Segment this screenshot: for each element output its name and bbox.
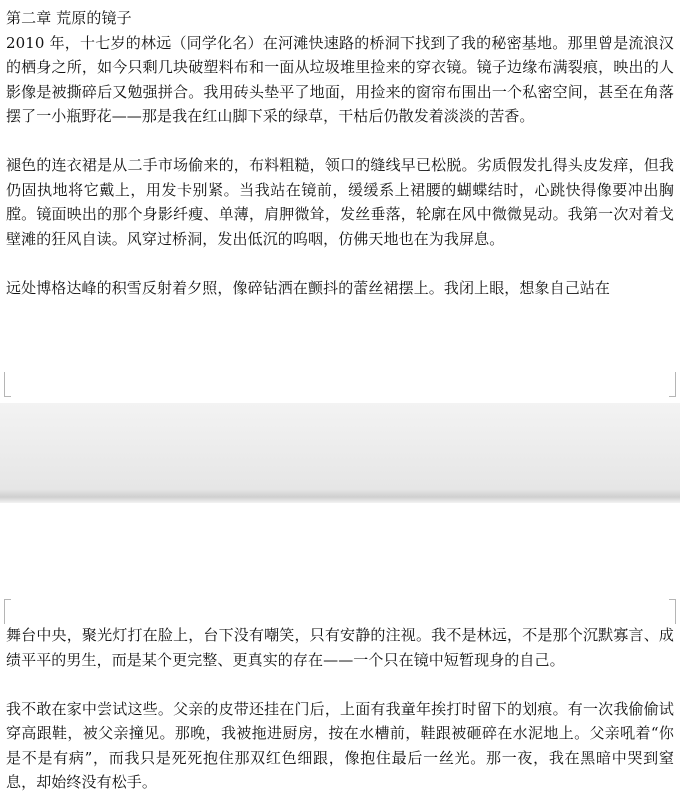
- page-margin-corner-marker: [4, 372, 11, 397]
- page-break-gap: [0, 403, 680, 503]
- page-margin-corner-marker: [4, 599, 11, 624]
- paragraph-4: 舞台中央，聚光灯打在脸上，台下没有嘲笑，只有安静的注视。我不是林远，不是那个沉默寡言、成绩平平的男生，而是某个更完整、更真实的存在——一个只在镜中短暂现身的自己。: [6, 626, 674, 669]
- blank-line: [6, 672, 674, 697]
- page-margin-corner-marker: [669, 599, 676, 624]
- page-margin-corner-marker: [669, 372, 676, 397]
- document-page-2: [0, 503, 680, 808]
- chapter-title: 第二章 荒原的镜子: [6, 9, 132, 27]
- paragraph-2: 褪色的连衣裙是从二手市场偷来的，布料粗糙，领口的缝线早已松脱。劣质假发扎得头皮发痒，但我仍固执地将它戴上，用发卡别紧。当我站在镜前，缓缓系上裙腰的蝴蝶结时，心跳快得像要冲出胸膛。镜面映出的那个身影纤瘦、单薄，肩胛微耸，发丝垂落，轮廓在风中微微晃动。我第一次对着戈壁滩的狂风自读。风穿过桥洞，发出低沉的呜咽，仿佛天地也在为我屏息。: [6, 156, 674, 248]
- paragraph-3: 远处博格达峰的积雪反射着夕照，像碎钻洒在颤抖的蕾丝裙摆上。我闭上眼，想象自己站在: [6, 278, 611, 297]
- paragraph-1: 2010 年，十七岁的林远（同学化名）在河滩快速路的桥洞下找到了我的秘密基地。那里曾是流浪汉的栖身之所，如今只剩几块破塑料布和一面从垃圾堆里捡来的穿衣镜。镜子边缘布满裂痕，映出的人影像是被撕碎后又勉强拼合。我用砖头垫平了地面，用捡来的窗帘布围出一个私密空间，甚至在角落摆了一小瓶野花——那是我在红山脚下采的绿草，干枯后仍散发着淡淡的苦香。: [6, 33, 674, 125]
- paragraph-5: 我不敢在家中尝试这些。父亲的皮带还挂在门后，上面有我童年挨打时留下的划痕。有一次我偷偷试穿高跟鞋，被父亲撞见。那晚，我被拖进厨房，按在水槽前，鞋跟被砸碎在水泥地上。父亲吼着“你是不是有病”，而我只是死死抱住那双红色细跟，像抱住最后一丝光。那一夜，我在黑暗中哭到窒息，却始终没有松手。: [6, 699, 674, 791]
- blank-line: [6, 129, 674, 154]
- blank-line: [6, 251, 674, 276]
- document-page-1: [0, 0, 680, 403]
- page-2-body: [6, 623, 674, 795]
- page-1-body: [6, 6, 674, 300]
